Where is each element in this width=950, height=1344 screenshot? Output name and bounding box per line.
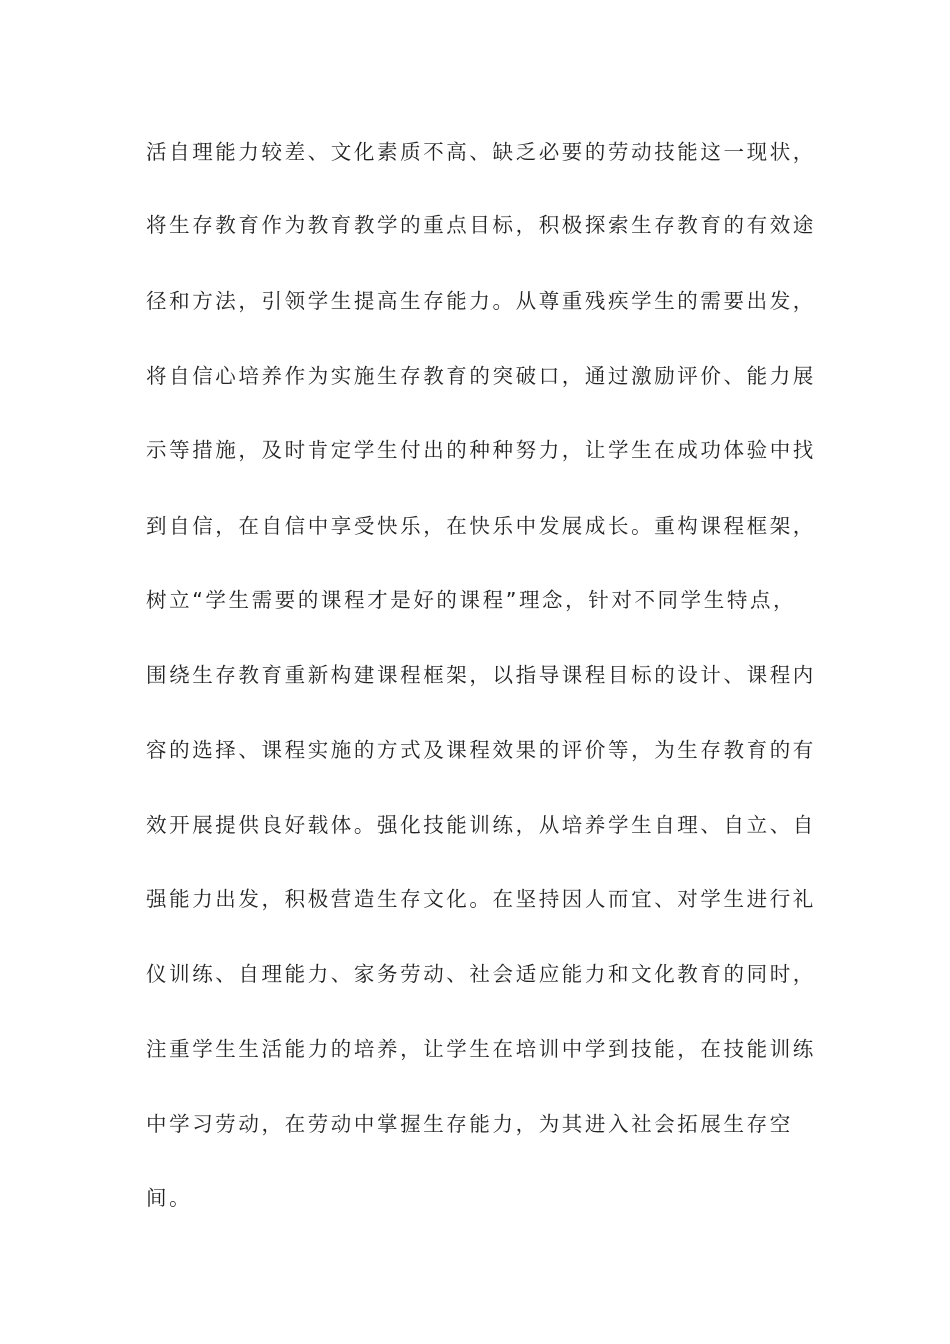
text-line: 容的选择、课程实施的方式及课程效果的评价等，为生存教育的有: [146, 738, 816, 762]
text-line: 径和方法，引领学生提高生存能力。从尊重残疾学生的需要出发，: [146, 289, 816, 313]
text-line: 强能力出发，积极营造生存文化。在坚持因人而宜、对学生进行礼: [146, 887, 816, 911]
text-line: 效开展提供良好载体。强化技能训练，从培养学生自理、自立、自: [146, 813, 816, 837]
text-line: 活自理能力较差、文化素质不高、缺乏必要的劳动技能这一现状，: [146, 140, 816, 164]
text-line: 中学习劳动，在劳动中掌握生存能力，为其进入社会拓展生存空: [146, 1112, 793, 1136]
text-line: 注重学生生活能力的培养，让学生在培训中学到技能，在技能训练: [146, 1037, 816, 1061]
text-line: 树立“学生需要的课程才是好的课程”理念，针对不同学生特点，: [146, 588, 797, 612]
text-line: 将自信心培养作为实施生存教育的突破口，通过激励评价、能力展: [146, 364, 816, 388]
text-line: 仪训练、自理能力、家务劳动、社会适应能力和文化教育的同时，: [146, 962, 816, 986]
text-line: 将生存教育作为教育教学的重点目标，积极探索生存教育的有效途: [146, 213, 816, 237]
text-line: 到自信，在自信中享受快乐，在快乐中发展成长。重构课程框架，: [146, 514, 816, 538]
text-line: 围绕生存教育重新构建课程框架，以指导课程目标的设计、课程内: [146, 663, 816, 687]
text-line: 间。: [146, 1186, 193, 1210]
text-line: 示等措施，及时肯定学生付出的种种努力，让学生在成功体验中找: [146, 438, 816, 462]
